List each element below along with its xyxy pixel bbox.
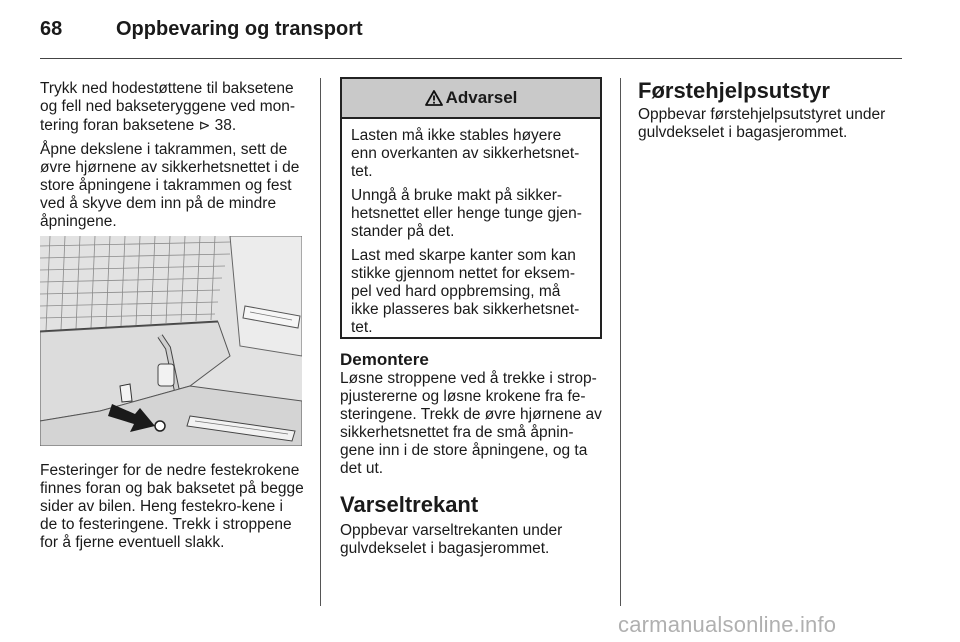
paragraph-headrests xyxy=(40,80,304,135)
paragraph-forstehjelp: Oppbevar førstehjelpsutstyret under gulvdekselet i bagasjerommet. xyxy=(638,106,886,141)
warning-body xyxy=(342,119,600,337)
paragraph-roof-frame: Åpne dekslene i takrammen, sett de øvre hjørnene av sikkerhetsnettet i de store åpningene i takrammen og fest ved å skyve dem inn på de mindre åpningene. xyxy=(40,141,300,230)
section-heading-demontere: Demontere xyxy=(340,350,429,369)
cargo-net-floor-hook-illustration xyxy=(40,236,302,446)
page-number: 68 xyxy=(40,18,63,40)
page-reference: 38. xyxy=(214,117,237,134)
watermark: carmanualsonline.info xyxy=(618,612,837,637)
paragraph-demontere: Løsne stroppene ved å trekke i strop-pjustererne og løsne krokene fra fe-steringene. Trekk de øvre hjørnene av sikkerhetsnettet fra de små åpnin-gene inn i de store åpningene, og ta det ut. xyxy=(340,370,602,477)
warning-item: Unngå å bruke makt på sikker-hetsnettet eller henge tunge gjen-stander på det. xyxy=(351,187,582,240)
warning-triangle-icon xyxy=(425,90,443,106)
warning-header xyxy=(342,79,600,119)
warning-box xyxy=(340,77,602,339)
page-reference-icon: ⊳ xyxy=(198,117,211,133)
column-left-lower xyxy=(40,462,304,558)
paragraph-headrests-text: Trykk ned hodestøttene til baksetene og fell ned bakseteryggene ved mon-tering foran baksetene xyxy=(40,80,296,134)
column-right xyxy=(638,78,902,148)
header-rule xyxy=(40,58,902,59)
column-left xyxy=(40,80,304,237)
column-divider xyxy=(620,78,621,606)
warning-item: Last med skarpe kanter som kan stikke gjennom nettet for eksem-pel ved hard oppbremsing, må ikke plasseres bak sikkerhetsnet-tet. xyxy=(351,247,580,336)
section-heading-forstehjelp: Førstehjelpsutstyr xyxy=(638,78,830,103)
paragraph-fastening-rings: Festeringer for de nedre festekrokene finnes foran og bak baksetet på begge sider av bilen. Heng festekro-kene i de to festeringene. Trekk i stroppene for å fjerne eventuell slakk. xyxy=(40,462,304,551)
column-middle xyxy=(340,350,602,564)
chapter-title: Oppbevaring og transport xyxy=(116,18,363,40)
page-header xyxy=(40,18,363,48)
section-heading-varseltrekant: Varseltrekant xyxy=(340,492,479,517)
warning-title: Advarsel xyxy=(445,88,518,107)
warning-item: Lasten må ikke stables høyere enn overkanten av sikkerhetsnet-tet. xyxy=(351,127,580,180)
paragraph-varseltrekant: Oppbevar varseltrekanten under gulvdekselet i bagasjerommet. xyxy=(340,522,563,557)
column-divider xyxy=(320,78,321,606)
